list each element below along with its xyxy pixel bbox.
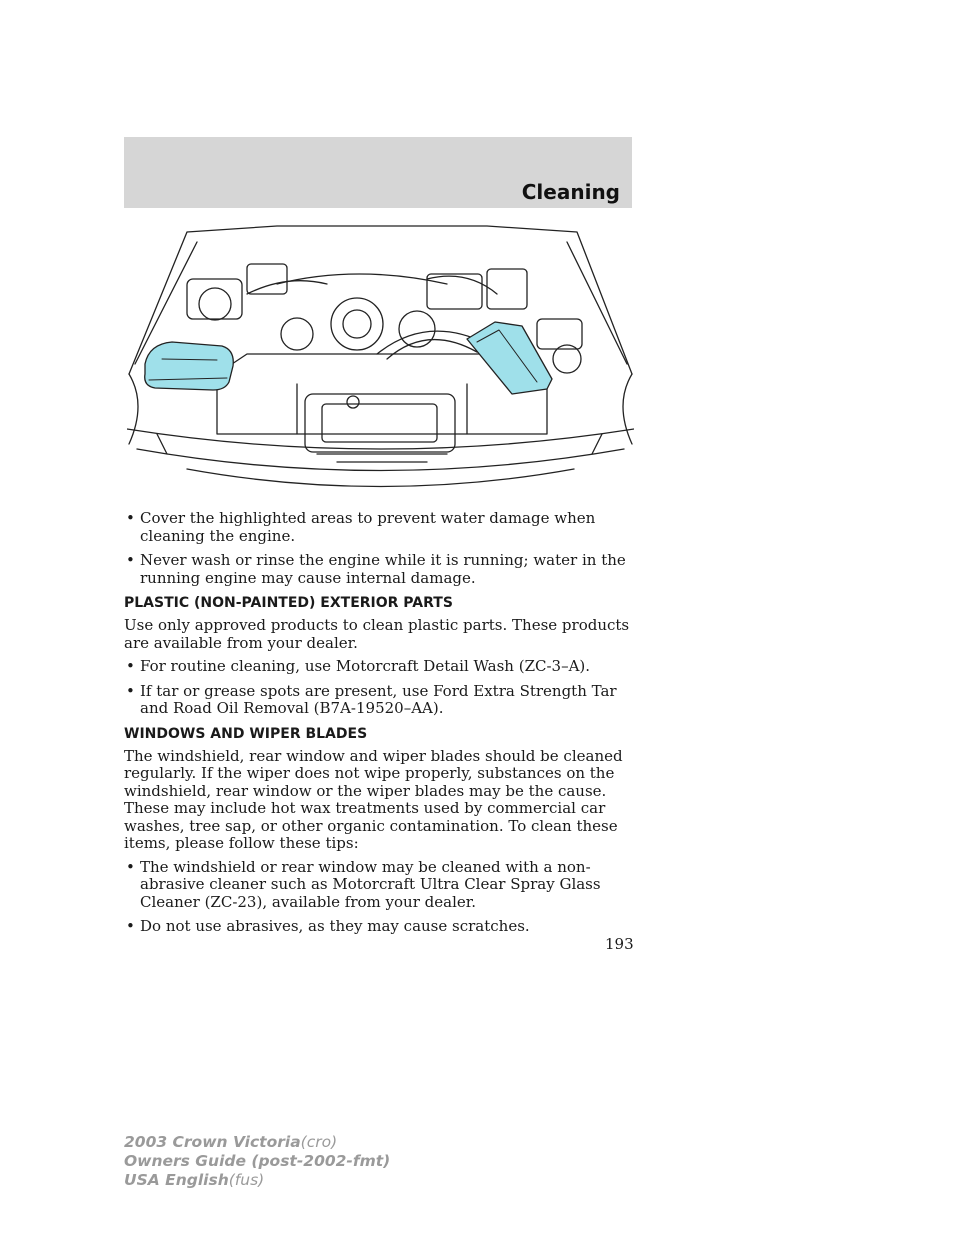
list-item: • For routine cleaning, use Motorcraft Detail Wash (ZC-3–A). — [126, 657, 591, 675]
bullet-text: Cover the highlighted areas to prevent water damage when cleaning the engine. — [140, 509, 596, 545]
highlighted-area-left — [145, 342, 234, 390]
engine-compartment-figure — [127, 224, 634, 500]
component-box — [247, 264, 287, 294]
washer-reservoir — [537, 319, 582, 349]
bumper-lower — [187, 469, 574, 487]
footer-code: (fus) — [228, 1171, 265, 1189]
headlamp-edge — [157, 434, 602, 454]
content-column — [124, 510, 634, 943]
hose — [247, 276, 497, 294]
cap-circle — [347, 396, 359, 408]
radiator-cap-area — [305, 394, 455, 452]
footer-line: Owners Guide (post-2002-fmt) — [124, 1152, 391, 1170]
pulley — [281, 318, 313, 350]
footer-line — [124, 1171, 390, 1190]
bullet-text: If tar or grease spots are present, use Ford Extra Strength Tar and Road Oil Removal (B7A-19520–AA). — [140, 681, 617, 717]
latch-housing — [322, 404, 437, 442]
radiator-support — [127, 429, 634, 449]
battery — [487, 269, 527, 309]
section-heading-plastic: PLASTIC (NON-PAINTED) EXTERIOR PARTS — [124, 595, 453, 611]
alternator — [331, 298, 383, 350]
section-title: Cleaning — [521, 180, 620, 204]
list-item: • If tar or grease spots are present, use Ford Extra Strength Tar and Road Oil Removal (B7A-19520–AA). — [126, 681, 617, 717]
page-number: 193 — [605, 935, 634, 953]
footer-code: (cro) — [300, 1133, 338, 1151]
grille-line — [317, 454, 447, 462]
section-header-band — [124, 137, 632, 208]
bullet-text: Do not use abrasives, as they may cause scratches. — [140, 917, 530, 935]
list-item: • Cover the highlighted areas to prevent water damage when cleaning the engine. — [126, 509, 596, 545]
bullet-text: Never wash or rinse the engine while it is running; water in the running engine may cause internal damage. — [140, 551, 626, 587]
master-cylinder — [187, 279, 242, 319]
paragraph: Use only approved products to clean plastic parts. These products are available from your dealer. — [124, 616, 630, 652]
section-heading-windows: WINDOWS AND WIPER BLADES — [124, 725, 368, 742]
footer-model: 2003 Crown Victoria — [124, 1133, 301, 1151]
air-intake-duct-inner — [387, 340, 477, 359]
list-item: • The windshield or rear window may be cleaned with a non-abrasive cleaner such as Motorcraft Ultra Clear Spray Glass Cleaner (ZC-23), available from your dealer. — [126, 857, 601, 911]
engine-illustration — [127, 224, 634, 500]
paragraph: The windshield, rear window and wiper blades should be cleaned regularly. If the wiper does not wipe properly, substances on the windshield, rear window or the wiper blades may be the cause. These may include hot wax treatments used by commercial car washes, tree sap, or other organic contamination. To clean these items, please follow these tips: — [124, 746, 623, 852]
intake-manifold — [277, 274, 447, 284]
alternator-pulley — [343, 310, 371, 338]
bullet-text: For routine cleaning, use Motorcraft Detail Wash (ZC-3–A). — [140, 657, 591, 675]
document-footer — [124, 1133, 390, 1190]
bullet-text: The windshield or rear window may be cleaned with a non-abrasive cleaner such as Motorcraft Ultra Clear Spray Glass Cleaner (ZC-23), available from your dealer. — [140, 857, 601, 911]
highlighted-area-right — [467, 322, 552, 394]
footer-line — [124, 1133, 390, 1152]
brake-reservoir — [199, 288, 231, 320]
list-item: • Never wash or rinse the engine while it is running; water in the running engine may cause internal damage. — [126, 551, 626, 587]
list-item: • Do not use abrasives, as they may cause scratches. — [126, 917, 530, 935]
footer-language: USA English — [124, 1171, 229, 1189]
relay-box — [427, 274, 482, 309]
